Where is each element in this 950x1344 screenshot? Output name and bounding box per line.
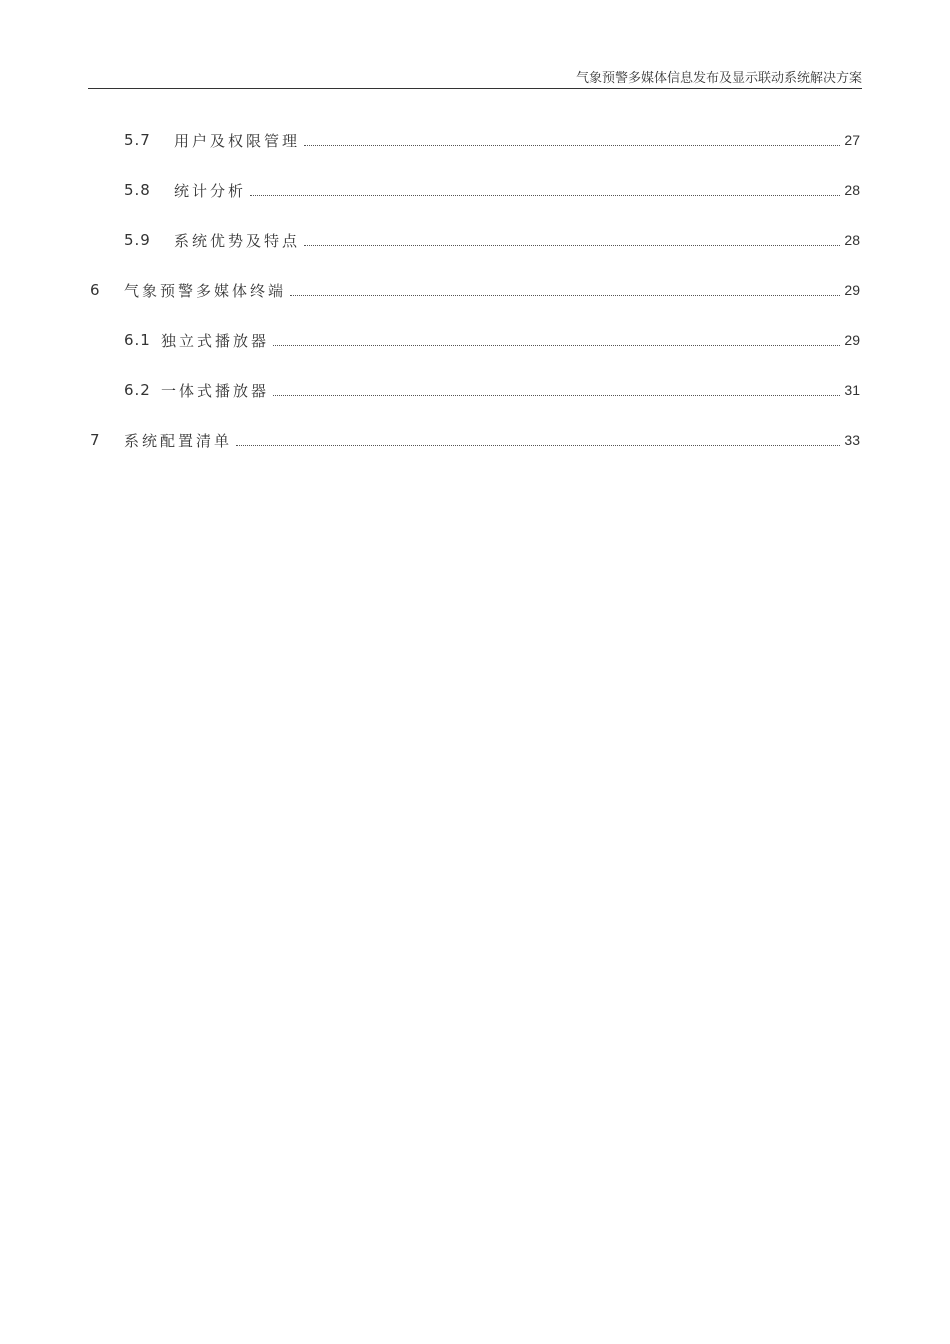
page-header <box>88 62 862 89</box>
toc-entry-title: 统计分析 <box>174 181 247 200</box>
toc-entry-number: 5.7 <box>124 131 151 149</box>
dot-leader <box>273 394 840 396</box>
toc-entry-title: 独立式播放器 <box>161 331 270 350</box>
toc-entry-number: 6 <box>90 281 101 299</box>
toc-entry-5-7[interactable] <box>124 128 860 152</box>
toc-entry-page: 29 <box>844 332 860 348</box>
toc-entry-page: 28 <box>844 232 860 248</box>
toc-entry-title: 一体式播放器 <box>161 381 270 400</box>
dot-leader <box>273 344 840 346</box>
toc-entry-number: 7 <box>90 431 101 449</box>
document-title: 气象预警多媒体信息发布及显示联动系统解决方案 <box>575 71 862 86</box>
toc-entry-page: 33 <box>844 432 860 448</box>
dot-leader <box>304 244 840 246</box>
toc-entry-page: 27 <box>844 132 860 148</box>
toc-entry-page: 28 <box>844 182 860 198</box>
toc-entry-number: 6.2 <box>124 381 151 399</box>
toc-entry-number: 5.8 <box>124 181 151 199</box>
toc-entry-title: 系统配置清单 <box>124 431 233 450</box>
toc-entry-6[interactable] <box>90 278 860 302</box>
toc-entry-number: 6.1 <box>124 331 151 349</box>
dot-leader <box>236 444 840 446</box>
toc-entry-5-8[interactable] <box>124 178 860 202</box>
toc-entry-6-2[interactable] <box>124 378 860 402</box>
toc-entry-page: 29 <box>844 282 860 298</box>
toc-entry-5-9[interactable] <box>124 228 860 252</box>
dot-leader <box>290 294 840 296</box>
dot-leader <box>250 194 840 196</box>
toc-entry-6-1[interactable] <box>124 328 860 352</box>
toc-entry-title: 气象预警多媒体终端 <box>124 281 287 300</box>
dot-leader <box>304 144 840 146</box>
toc-entry-title: 系统优势及特点 <box>174 231 301 250</box>
toc-entry-title: 用户及权限管理 <box>174 131 301 150</box>
toc-entry-page: 31 <box>844 382 860 398</box>
toc-entry-number: 5.9 <box>124 231 151 249</box>
toc-entry-7[interactable] <box>90 428 860 452</box>
